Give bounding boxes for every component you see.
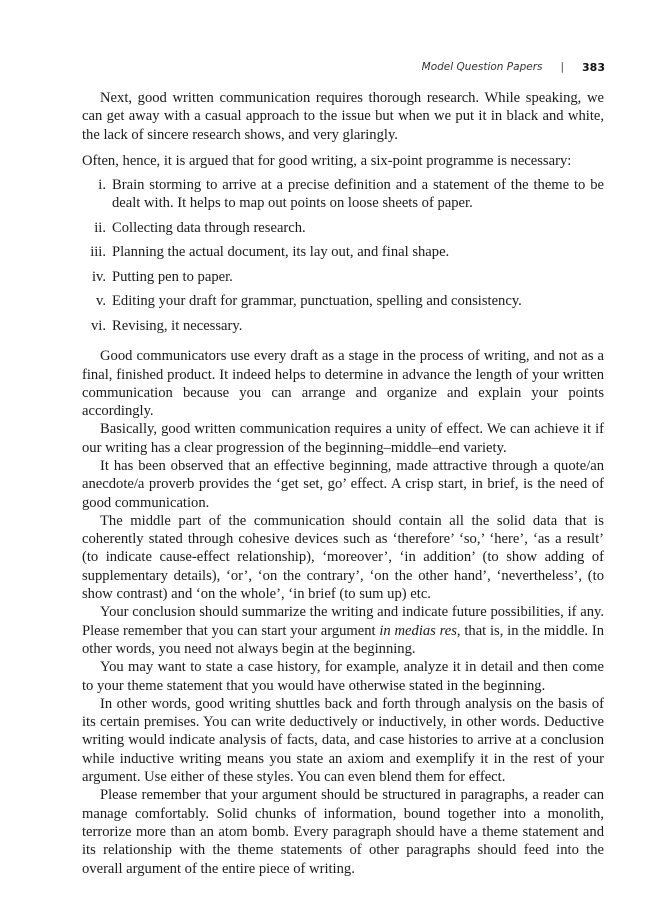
list-item-number: iv.	[91, 268, 106, 285]
running-header	[422, 58, 605, 76]
paragraph-middle: The middle part of the communication should contain all the solid data that is coherently stated through cohesive devices such as ‘therefore’ ‘so,’ ‘here’, ‘as a result’ (to indicate cause-effect relationship), ‘moreover’, ‘in addition’ (to show adding of supplementary details), ‘or’, ‘on the contrary’, ‘on the other hand’, ‘nevertheless’, (to show contrast) and ‘on the whole’, ‘in brief (to sum up) etc.	[82, 512, 604, 603]
list-item	[82, 219, 604, 237]
list-item-number: ii.	[94, 219, 106, 236]
paragraph-beginning: It has been observed that an effective beginning, made attractive through a quote/an anecdote/a proverb provides the ‘get set, go’ effect. A crisp start, in brief, is the need of good communication.	[82, 457, 604, 511]
page-body	[82, 89, 604, 878]
list-item-number: i.	[98, 177, 106, 194]
list-item	[82, 243, 604, 261]
page-number: 383	[582, 60, 605, 74]
paragraph-drafts: Good communicators use every draft as a stage in the process of writing, and not as a final, finished product. It indeed helps to determine in advance the length of your written communication because you can arrange and organize and explain your points accordingly.	[82, 348, 604, 420]
list-item-number: vi.	[91, 317, 106, 334]
list-item-text: Editing your draft for grammar, punctuation, spelling and consistency.	[112, 293, 522, 310]
paragraph-programme-intro: Often, hence, it is argued that for good writing, a six-point programme is necessary:	[82, 152, 572, 169]
list-item-text: Collecting data through research.	[112, 219, 306, 236]
list-item-text: Planning the actual document, its lay out, and final shape.	[112, 244, 450, 261]
conclusion-text-start: Your conclusion should summarize the writing and indicate future possibilities, if any. Please remember that you can start your argument	[82, 604, 604, 639]
paragraph-unity: Basically, good written communication requires a unity of effect. We can achieve it if our writing has a clear progression of the beginning–middle–end variety.	[82, 421, 604, 456]
six-point-list	[82, 176, 604, 335]
list-item	[82, 176, 604, 213]
list-item-number: iii.	[90, 244, 106, 261]
conclusion-text-end: , that is, in the middle. In other words, you need not always begin at the beginning.	[82, 622, 604, 657]
list-item-text: Brain storming to arrive at a precise definition and a statement of the theme to be dealt with. It helps to map out points on loose sheets of paper.	[112, 177, 604, 212]
running-header-title: Model Question Papers	[421, 61, 543, 73]
list-item-text: Revising, it necessary.	[112, 317, 243, 334]
list-item	[82, 268, 604, 286]
list-item-text: Putting pen to paper.	[112, 268, 233, 285]
paragraph-conclusion	[82, 603, 604, 658]
paragraph-structure: Please remember that your argument should be structured in paragraphs, a reader can manage comfortably. Solid chunks of information, bound together into a monolith, terrorize more than an atom bomb. Every paragraph should have a theme statement and its relationship with the theme statements of other paragraphs should feed into the overall argument of the entire piece of writing.	[82, 787, 604, 877]
paragraph-deductive-inductive: In other words, good writing shuttles back and forth through analysis on the basis of its certain premises. You can write deductively or inductively, in other words. Deductive writing would indicate analysis of facts, data, and case histories to arrive at a conclusion while inductive writing means you state an axiom and exemplify it in the rest of your argument. Use either of these styles. You can even blend them for effect.	[82, 695, 604, 786]
list-item	[82, 317, 604, 335]
list-item-number: v.	[96, 293, 106, 310]
paragraph-research: Next, good written communication requires thorough research. While speaking, we can get away with a casual approach to the issue but when we put it in black and white, the lack of sincere research shows, and very glaringly.	[82, 90, 604, 143]
paragraph-case-history: You may want to state a case history, for example, analyze it in detail and then come to your theme statement that you would have otherwise stated in the beginning.	[82, 659, 604, 694]
conclusion-italic-phrase: in medias res	[379, 622, 457, 639]
header-separator: |	[560, 61, 565, 73]
list-item	[82, 292, 604, 310]
